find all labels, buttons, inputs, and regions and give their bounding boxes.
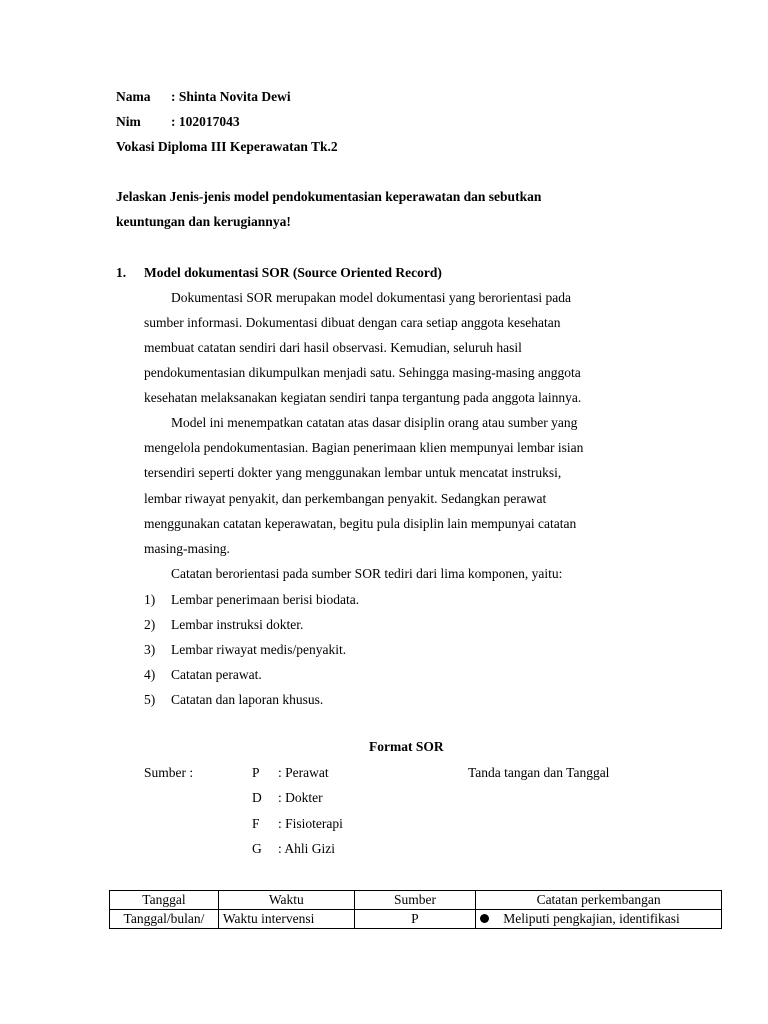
- nama-label: Nama: [116, 89, 151, 104]
- list-item-number: 1): [144, 592, 156, 607]
- table-header-cell: Catatan perkembangan: [476, 891, 722, 910]
- table-cell: Tanggal/bulan/: [110, 910, 219, 929]
- table-header-row: [110, 891, 722, 910]
- source-code: D: [252, 790, 262, 805]
- section-number: 1.: [116, 265, 127, 280]
- signature-label: Tanda tangan dan Tanggal: [468, 765, 610, 780]
- para3-line: Catatan berorientasi pada sumber SOR tediri dari lima komponen, yaitu:: [171, 566, 563, 581]
- list-item-number: 5): [144, 692, 156, 707]
- para2-line: mengelola pendokumentasian. Bagian penerimaan klien mempunyai lembar isian: [144, 440, 584, 455]
- para2-line: masing-masing.: [144, 541, 230, 556]
- para2-line: tersendiri seperti dokter yang menggunakan lembar untuk mencatat instruksi,: [144, 465, 562, 480]
- table-cell: P: [354, 910, 476, 929]
- list-item-text: Lembar instruksi dokter.: [171, 617, 304, 632]
- list-item-text: Catatan dan laporan khusus.: [171, 692, 324, 707]
- para2-line: lembar riwayat penyakit, dan perkembangan penyakit. Sedangkan perawat: [144, 491, 547, 506]
- list-item-number: 4): [144, 667, 156, 682]
- para1-line: kesehatan melaksanakan kegiatan sendiri tanpa tergantung pada anggota lainnya.: [144, 390, 582, 405]
- source-desc: : Fisioterapi: [278, 816, 343, 831]
- bullet-icon: [480, 914, 489, 923]
- list-item-text: Lembar riwayat medis/penyakit.: [171, 642, 347, 657]
- para1-line: Dokumentasi SOR merupakan model dokumentasi yang berorientasi pada: [171, 290, 572, 305]
- source-desc: : Ahli Gizi: [278, 841, 335, 856]
- sumber-label: Sumber :: [144, 765, 194, 780]
- table-cell: Waktu intervensi: [218, 910, 354, 929]
- table-row: [110, 910, 722, 929]
- format-title: Format SOR: [369, 739, 444, 754]
- section-title: Model dokumentasi SOR (Source Oriented Record): [144, 265, 442, 280]
- list-item-number: 3): [144, 642, 156, 657]
- para2-line: menggunakan catatan keperawatan, begitu pula disiplin lain mempunyai catatan: [144, 516, 577, 531]
- question-line-1: Jelaskan Jenis-jenis model pendokumentasian keperawatan dan sebutkan: [116, 189, 542, 204]
- table-cell-with-bullet: [476, 910, 722, 929]
- source-desc: : Dokter: [278, 790, 323, 805]
- source-desc: : Perawat: [278, 765, 329, 780]
- table-cell-text: Meliputi pengkajian, identifikasi: [503, 911, 680, 926]
- source-code: F: [252, 816, 260, 831]
- source-code: P: [252, 765, 260, 780]
- list-item-number: 2): [144, 617, 156, 632]
- table-header-cell: Sumber: [354, 891, 476, 910]
- para2-line: Model ini menempatkan catatan atas dasar disiplin orang atau sumber yang: [171, 415, 578, 430]
- para1-line: pendokumentasian dikumpulkan menjadi satu. Sehingga masing-masing anggota: [144, 365, 581, 380]
- para1-line: sumber informasi. Dokumentasi dibuat dengan cara setiap anggota kesehatan: [144, 315, 561, 330]
- program-line: Vokasi Diploma III Keperawatan Tk.2: [116, 139, 338, 154]
- list-item-text: Lembar penerimaan berisi biodata.: [171, 592, 360, 607]
- sor-table: [109, 890, 722, 929]
- nama-value: : Shinta Novita Dewi: [171, 89, 291, 104]
- table-header-cell: Tanggal: [110, 891, 219, 910]
- question-line-2: keuntungan dan kerugiannya!: [116, 214, 291, 229]
- list-item-text: Catatan perawat.: [171, 667, 262, 682]
- nim-value: : 102017043: [171, 114, 240, 129]
- table-header-cell: Waktu: [218, 891, 354, 910]
- source-code: G: [252, 841, 262, 856]
- nim-label: Nim: [116, 114, 141, 129]
- para1-line: membuat catatan sendiri dari hasil observasi. Kemudian, seluruh hasil: [144, 340, 522, 355]
